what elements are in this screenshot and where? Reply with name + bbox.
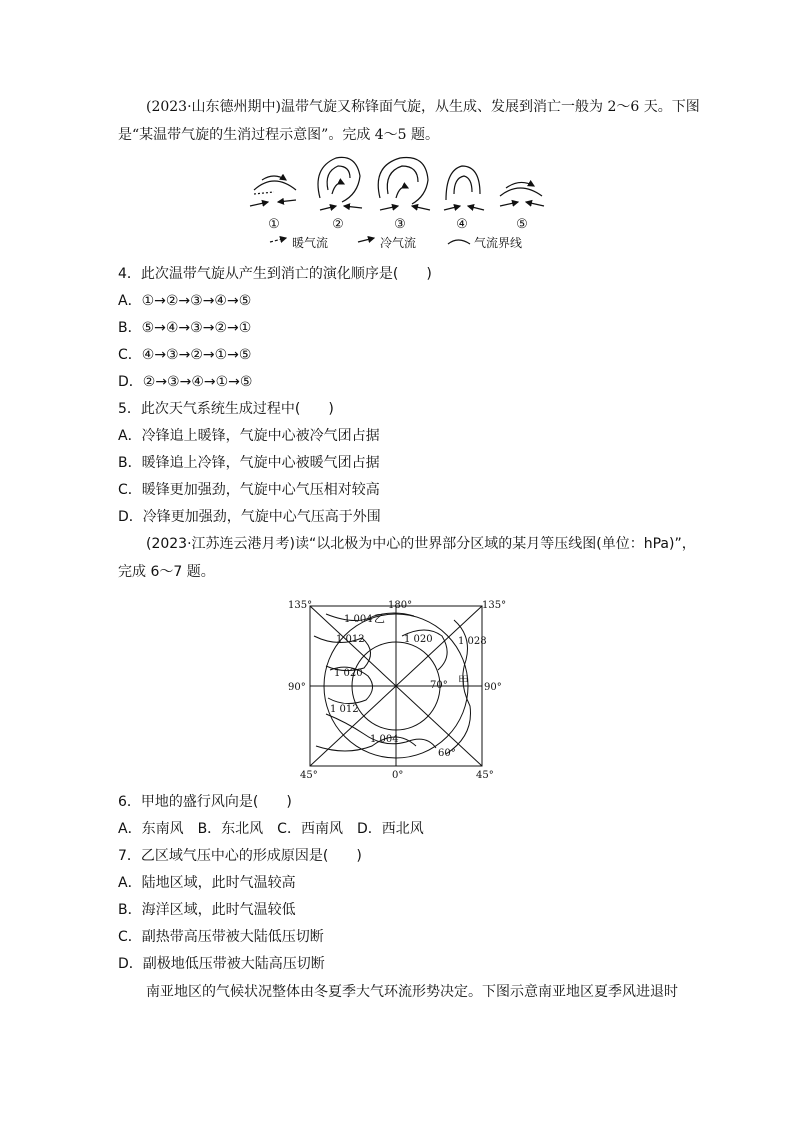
q5-option-b: B．暖锋追上冷锋，气旋中心被暖气团占据 [118,455,380,471]
isobar-label: 1 012 [336,634,365,645]
panel-label-5: ⑤ [516,217,528,232]
coord-right-mid: 90° [484,682,502,693]
q7-option-b: B．海洋区域，此时气温较低 [118,902,296,918]
intro1-line2: 是“某温带气旋的生消过程示意图”。完成 4～5 题。 [118,127,440,143]
place-label-jia: 甲 [458,674,469,687]
q6-stem: 6．甲地的盛行风向是( ) [118,794,292,810]
isobar-label: 1 028 [458,636,487,647]
isobar-label: 1 020 [334,668,363,679]
legend-warm: 暖气流 [292,236,329,250]
isobar-label: 1 012 [330,704,359,715]
intro1-line1: (2023·山东德州期中)温带气旋又称锋面气旋，从生成、发展到消亡一般为 2～6 天。下图 [146,99,700,115]
isobar-label: 1 004 [370,734,399,745]
cyclone-lifecycle-figure [240,150,560,254]
panel-1-diagram [250,176,296,206]
q4-stem: 4．此次温带气旋从产生到消亡的演化顺序是( ) [118,266,432,282]
q5-option-c: C．暖锋更加强劲，气旋中心气压相对较高 [118,482,380,498]
panel-label-2: ② [332,217,344,232]
panel-2-diagram [318,157,362,210]
legend-boundary: 气流界线 [474,236,523,250]
panel-label-3: ③ [394,217,406,232]
place-label-yi: 乙 [374,612,385,625]
legend [270,235,522,250]
coord-top-left: 135° [288,600,313,611]
isobar-label: 1 020 [404,634,433,645]
isobar-label: 1 004 [344,614,373,625]
q6-options: A．东南风 B．东北风 C．西南风 D．西北风 [118,821,424,837]
panel-label-1: ① [268,217,280,232]
q5-option-d: D．冷锋更加强劲，气旋中心气压高于外围 [118,509,381,525]
cold-flow-legend-icon [358,238,374,242]
panel-3-diagram [378,157,430,210]
q5-option-a: A．冷锋追上暖锋，气旋中心被冷气团占据 [118,428,380,444]
q7-option-c: C．副热带高压带被大陆低压切断 [118,929,324,945]
q4-option-d: D．②→③→④→①→⑤ [118,374,253,390]
panel-5-diagram [500,182,544,206]
warm-flow-legend-icon [270,238,286,242]
latitude-label-70: 70° [430,680,448,691]
q5-stem: 5．此次天气系统生成过程中( ) [118,401,334,417]
coord-bottom-right: 45° [476,770,494,781]
coord-left-mid: 90° [288,682,306,693]
intro2-line1: (2023·江苏连云港月考)读“以北极为中心的世界部分区域的某月等压线图(单位：hPa)”， [146,536,696,552]
intro3-line1: 南亚地区的气候状况整体由冬夏季大气环流形势决定。下图示意南亚地区夏季风进退时 [146,984,678,1000]
coord-top-mid: 180° [388,600,413,611]
coord-top-right: 135° [482,600,507,611]
coord-bottom-mid: 0° [392,770,404,781]
boundary-legend-icon [448,240,470,244]
q7-option-d: D．副极地低压带被大陆高压切断 [118,956,325,972]
panel-label-4: ④ [456,217,468,232]
isobar-map-figure [286,596,508,782]
legend-cold: 冷气流 [380,236,417,250]
q4-option-c: C．④→③→②→①→⑤ [118,347,252,363]
latitude-label-60: 60° [438,748,456,759]
q4-option-a: A．①→②→③→④→⑤ [118,293,252,309]
coord-bottom-left: 45° [300,770,318,781]
q7-stem: 7．乙区域气压中心的形成原因是( ) [118,848,362,864]
q7-option-a: A．陆地区域，此时气温较高 [118,875,296,891]
panel-4-diagram [444,166,484,210]
q4-option-b: B．⑤→④→③→②→① [118,320,252,336]
isobar-line [316,737,416,751]
intro2-line2: 完成 6～7 题。 [118,564,215,580]
